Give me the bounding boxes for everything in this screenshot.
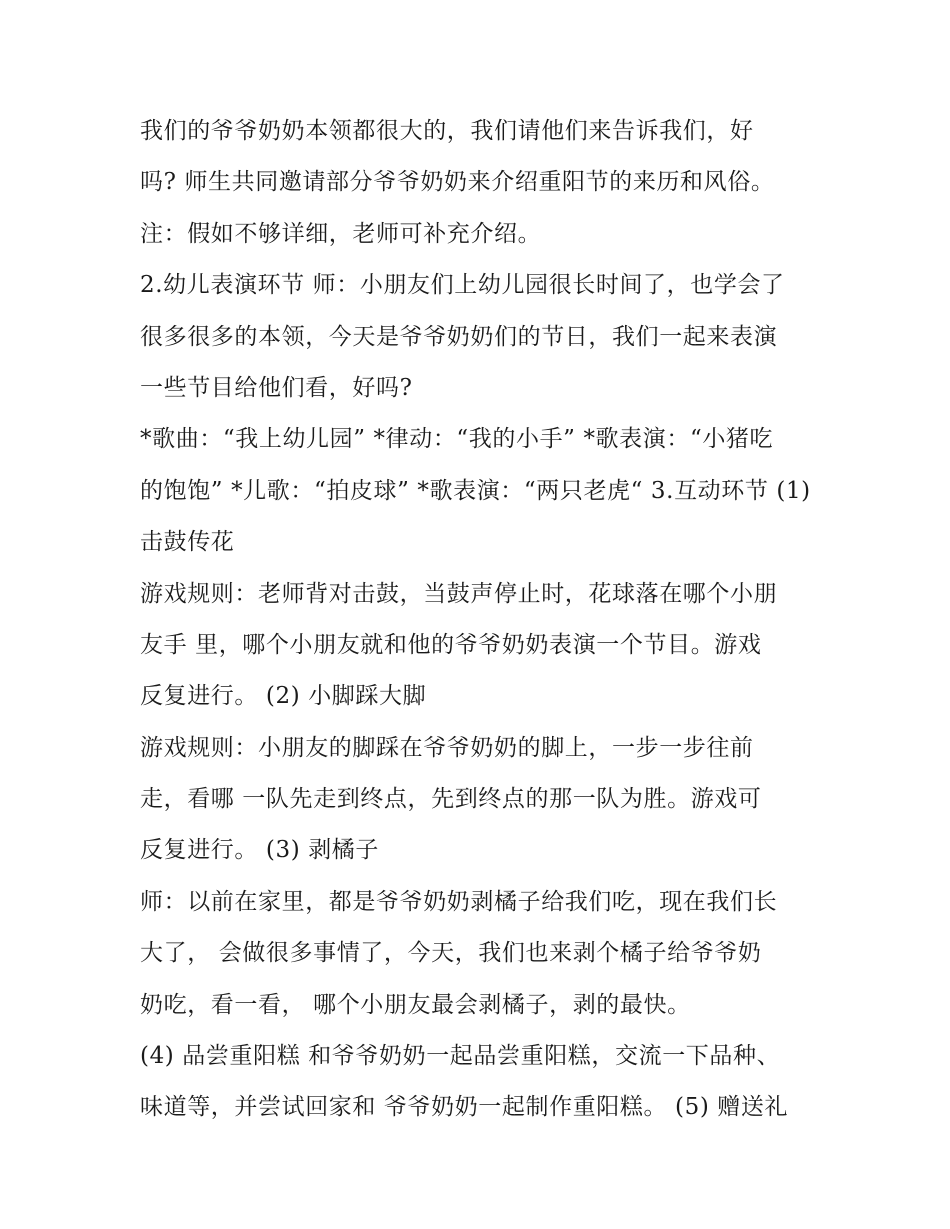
body-text <box>140 106 820 1134</box>
text-line: 游戏规则：老师背对击鼓，当鼓声停止时，花球落在哪个小朋 <box>140 580 778 607</box>
text-line: 一些节目给他们看，好吗? <box>140 374 413 401</box>
text-line: *歌曲：“我上幼儿园” *律动：“我的小手” *歌表演：“小猪吃 <box>140 426 774 453</box>
text-line: 注：假如不够详细，老师可补充介绍。 <box>140 220 542 247</box>
text-line: 击鼓传花 <box>140 529 235 556</box>
text-line: 反复进行。 (3) 剥橘子 <box>140 837 380 864</box>
text-line: 味道等，并尝试回家和 爷爷奶奶一起制作重阳糕。 (5) 赠送礼 <box>140 1094 789 1121</box>
text-line: (4) 品尝重阳糕 和爷爷奶奶一起品尝重阳糕，交流一下品种、 <box>140 1043 781 1070</box>
text-line: 的饱饱” *儿歌：“拍皮球” *歌表演：“两只老虎“ 3.互动环节 (1) <box>140 477 811 504</box>
text-line: 很多很多的本领，今天是爷爷奶奶们的节日，我们一起来表演 <box>140 323 778 350</box>
text-line: 反复进行。 (2) 小脚踩大脚 <box>140 683 427 710</box>
text-line: 走，看哪 一队先走到终点，先到终点的那一队为胜。游戏可 <box>140 786 762 813</box>
text-line: 大了， 会做很多事情了，今天，我们也来剥个橘子给爷爷奶 <box>140 940 762 967</box>
text-line: 友手 里，哪个小朋友就和他的爷爷奶奶表演一个节目。游戏 <box>140 631 762 658</box>
text-line: 奶吃，看一看， 哪个小朋友最会剥橘子，剥的最快。 <box>140 991 691 1018</box>
text-line: 2.幼儿表演环节 师：小朋友们上幼儿园很长时间了，也学会了 <box>140 272 785 299</box>
text-line: 师：以前在家里，都是爷爷奶奶剥橘子给我们吃，现在我们长 <box>140 888 778 915</box>
text-line: 我们的爷爷奶奶本领都很大的，我们请他们来告诉我们，好 <box>140 118 754 144</box>
text-line: 游戏规则：小朋友的脚踩在爷爷奶奶的脚上，一步一步往前 <box>140 734 754 761</box>
text-line: 吗? 师生共同邀请部分爷爷奶奶来介绍重阳节的来历和风俗。 <box>140 169 775 196</box>
